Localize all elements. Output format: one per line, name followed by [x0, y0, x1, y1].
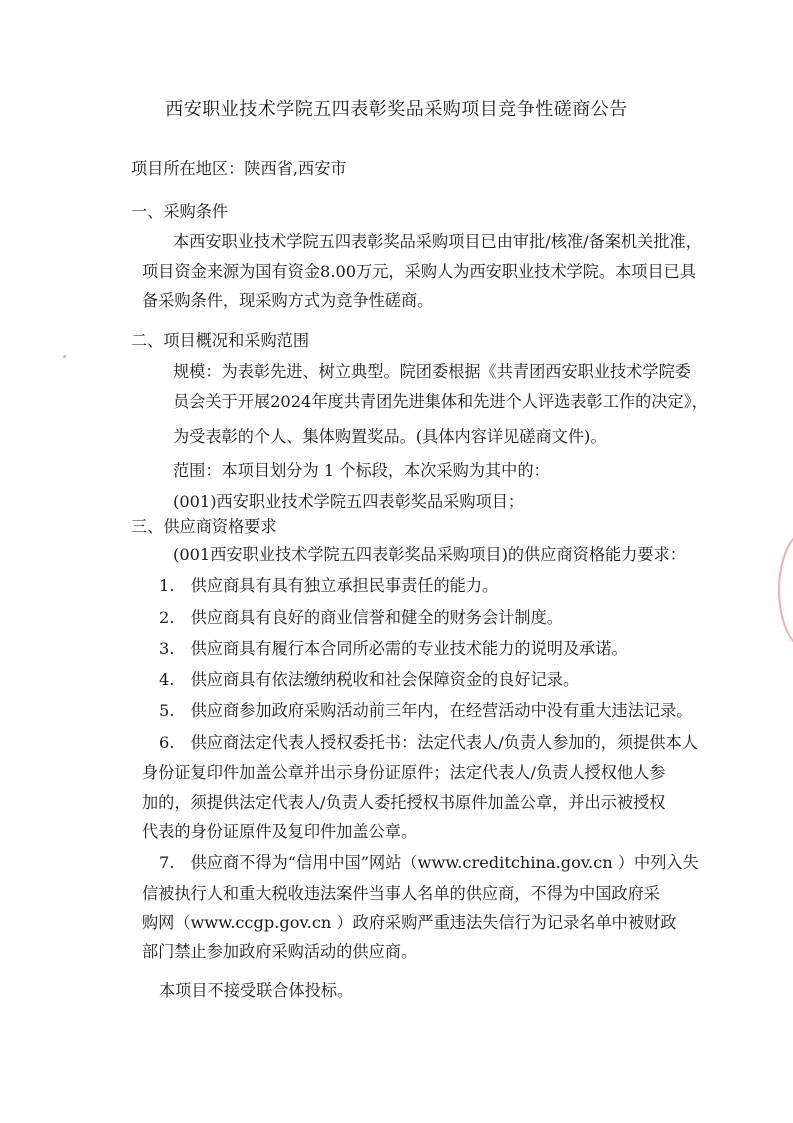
document-title: 西安职业技术学院五四表彰奖品采购项目竞争性磋商公告	[165, 99, 628, 120]
section-1-line: 项目资金来源为国有资金8.00万元，采购人为西安职业技术学院。本项目已具	[142, 262, 697, 281]
requirement-item: 6. 供应商法定代表人授权委托书：法定代表人/负责人参加的，须提供本人	[159, 733, 698, 752]
requirement-item: 1. 供应商具有具有独立承担民事责任的能力。	[159, 576, 499, 595]
requirement-line: 购网（www.ccgp.gov.cn ）政府采购严重违法失信行为记录名单中被财政	[142, 913, 677, 932]
section-2-line: 为受表彰的个人、集体购置奖品。(具体内容详见磋商文件)。	[173, 427, 607, 446]
requirement-line: 加的，须提供法定代表人/负责人委托授权书原件加盖公章，并出示被授权	[142, 793, 666, 812]
requirement-line: 代表的身份证原件及复印件加盖公章。	[142, 822, 418, 841]
section-1-line: 备采购条件，现采购方式为竞争性磋商。	[142, 291, 434, 310]
requirement-line: 身份证复印件加盖公章并出示身份证原件；法定代表人/负责人授权他人参	[142, 763, 666, 782]
section-2-line: (001)西安职业技术学院五四表彰奖品采购项目；	[173, 492, 525, 511]
closing-note: 本项目不接受联合体投标。	[159, 981, 354, 1000]
section-3-heading: 三、供应商资格要求	[131, 517, 277, 536]
scan-speck	[63, 355, 66, 358]
requirement-item: 3. 供应商具有履行本合同所必需的专业技术能力的说明及承诺。	[159, 639, 628, 658]
requirement-item: 5. 供应商参加政府采购活动前三年内，在经营活动中没有重大违法记录。	[159, 701, 693, 720]
requirement-item: 7. 供应商不得为“信用中国”网站（www.creditchina.gov.cn ）中列入失	[159, 853, 699, 872]
requirement-line: 信被执行人和重大税收违法案件当事人名单的供应商，不得为中国政府采	[142, 884, 660, 903]
section-1-line: 本西安职业技术学院五四表彰奖品采购项目已由审批/核准/备案机关批准，	[173, 232, 702, 251]
requirement-item: 4. 供应商具有依法缴纳税收和社会保障资金的良好记录。	[159, 670, 580, 689]
section-2-line: 范围：本项目划分为 1 个标段，本次采购为其中的：	[173, 461, 550, 480]
section-2-heading: 二、项目概况和采购范围	[131, 331, 310, 350]
section-1-heading: 一、采购条件	[131, 202, 229, 221]
section-3-intro: (001西安职业技术学院五四表彰奖品采购项目)的供应商资格能力要求：	[173, 545, 686, 564]
requirement-item: 2. 供应商具有良好的商业信誉和健全的财务会计制度。	[159, 608, 563, 627]
requirement-line: 部门禁止参加政府采购活动的供应商。	[142, 942, 418, 961]
official-seal-edge	[778, 528, 793, 652]
section-2-line: 员会关于开展2024年度共青团先进集体和先进个人评选表彰工作的决定》，	[173, 392, 708, 411]
project-region: 项目所在地区：陕西省,西安市	[131, 159, 347, 178]
section-2-line: 规模：为表彰先进、树立典型。院团委根据《共青团西安职业技术学院委	[173, 362, 691, 381]
